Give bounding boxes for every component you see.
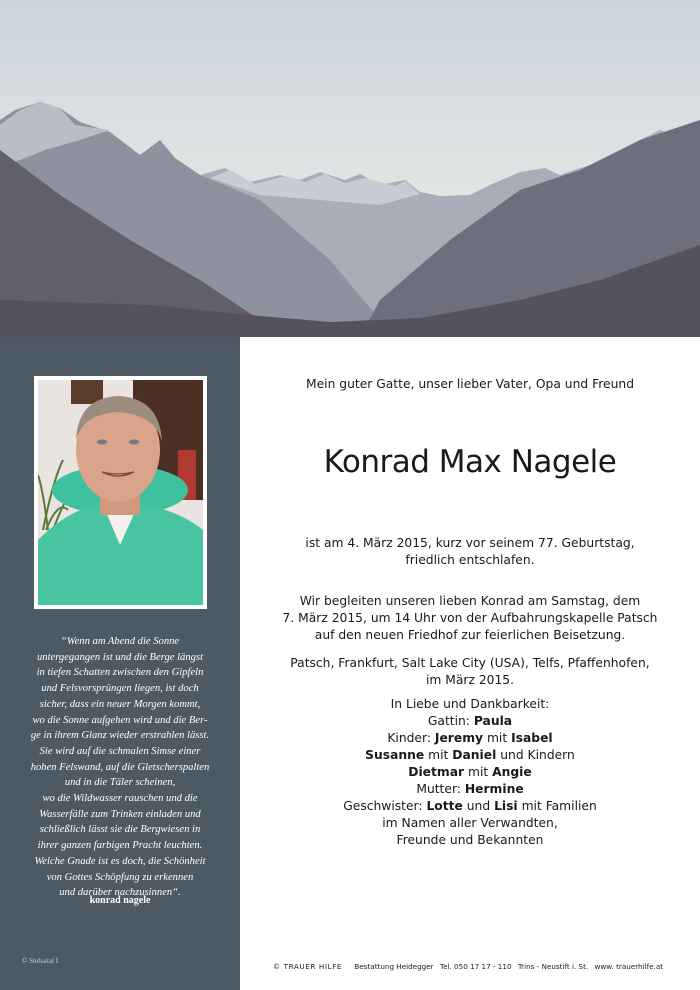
quote-line: und Felsvorsprüngen liegen, ist doch [41,683,199,695]
mourners-list [240,696,700,849]
funeral-notice [240,593,700,644]
quote-line: von Gottes Schöpfung zu erkennen [46,871,194,883]
connector: und [462,799,495,813]
mourner-row-mutter [240,781,700,798]
mourner-name: Lotte [426,799,463,813]
portrait-illustration [38,380,203,605]
funeral-line: Wir begleiten unseren lieben Konrad am Samstag, dem [299,594,641,608]
quote-line: Wasserfälle zum Trinken einladen und [39,808,201,820]
quote-line: untergegangen ist und die Berge längst [36,651,204,663]
mourner-name: Lisi [494,799,518,813]
quote-line: “Wenn am Abend die Sonne [60,636,180,647]
mourner-name: Hermine [464,782,524,796]
memorial-quote [8,634,232,901]
mourner-row-gattin [240,713,700,730]
footer-credits [240,962,700,971]
connector: mit [464,765,493,779]
mourner-name: Daniel [452,748,497,762]
death-notice [240,535,700,569]
closing-line: Freunde und Bekannten [396,833,544,847]
mourner-row-kinder [240,730,700,747]
places-line: im März 2015. [425,673,515,687]
connector: mit [424,748,453,762]
places-line: Patsch, Frankfurt, Salt Lake City (USA), Telfs, Pfaffenhofen, [290,656,650,670]
suffix: mit Familien [517,799,597,813]
quote-line: und darüber nachzusinnen“. [59,887,181,899]
right-eye [129,440,139,445]
deceased-name: Konrad Max Nagele [323,444,617,480]
quote-line: wo die Wildwasser rauschen und die [42,793,198,805]
footer-brand: © TRAUER HILFE [272,962,343,971]
label: Gattin: [427,714,474,728]
quote-line: ihrer ganzen farbigen Pracht leuchten. [37,840,203,852]
wall-picture [71,380,103,404]
funeral-line: auf den neuen Friedhof zur feierlichen Beisetzung. [314,628,626,642]
quote-line: wo die Sonne aufgehen wird und die Ber- [32,714,208,726]
mourner-name: Isabel [511,731,553,745]
funeral-line: 7. März 2015, um 14 Uhr von der Aufbahrungskapelle Patsch [282,611,658,625]
mourner-name: Paula [473,714,513,728]
quote-line: schließlich lässt sie die Bergwiesen in [39,824,201,836]
mourner-name: Dietmar [408,765,465,779]
mourner-name: Angie [492,765,532,779]
mourners-heading: In Liebe und Dankbarkeit: [390,697,550,711]
quote-line: in tiefen Schatten zwischen den Gipfeln [36,667,204,679]
footer-company: Bestattung Heidegger [354,962,434,971]
quote-line: Sie wird auf die schmalen Simse einer [39,745,201,757]
quote-author: konrad nagele [89,895,151,906]
label: Mutter: [416,782,465,796]
sidebar [0,337,240,990]
death-line: friedlich entschlafen. [405,553,535,567]
quote-line: ge in ihrem Glanz wieder erstrahlen lässt. [30,730,210,742]
suffix: und Kindern [496,748,575,762]
footer-website[interactable]: www. trauerhilfe.at [594,962,664,971]
label: Geschwister: [343,799,427,813]
portrait-frame [34,376,207,609]
mourner-name: Jeremy [434,731,484,745]
quote-line: hohen Felswand, auf die Gletscherspalten [30,761,210,773]
footer-phone: Tel. 050 17 17 - 110 [439,962,512,971]
quote-line: Welche Gnade ist es doch, die Schönheit [34,855,206,867]
mourner-row-geschwister [240,798,700,815]
closing-line: im Namen aller Verwandten, [382,816,558,830]
mountain-header-image [0,0,700,337]
intro-line: Mein guter Gatte, unser lieber Vater, Opa und Freund [306,377,634,391]
label: Kinder: [387,731,435,745]
obituary-text [240,337,700,990]
connector: mit [483,731,512,745]
mourner-row-susanne [240,747,700,764]
mourner-name: Susanne [365,748,425,762]
footer-location: Trins - Neustift i. St. [517,962,589,971]
mourner-row-dietmar [240,764,700,781]
quote-line: sicher, dass ein neuer Morgen kommt, [39,698,201,710]
mountain-landscape-illustration [0,0,700,337]
places-notice [240,655,700,689]
quote-line: und in die Täler scheinen, [64,777,176,789]
portrait-photo [38,380,203,605]
photo-copyright: © Stubaital I [22,957,59,965]
death-line: ist am 4. März 2015, kurz vor seinem 77. Geburtstag, [305,536,635,550]
left-eye [97,440,107,445]
